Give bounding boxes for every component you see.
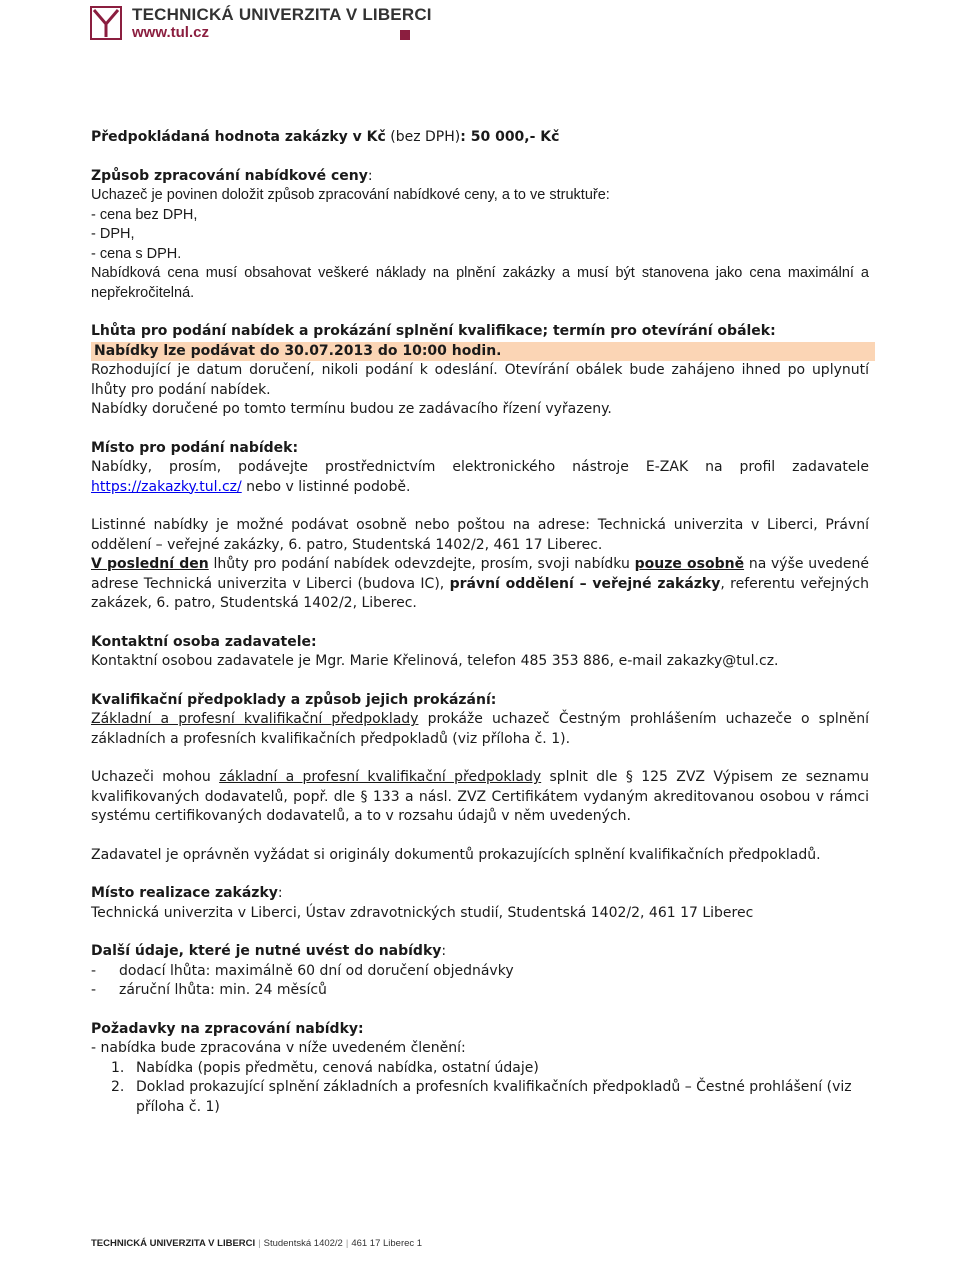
location-heading-line <box>91 884 869 904</box>
last-day-instructions <box>91 555 869 614</box>
list-item <box>91 962 869 982</box>
qualification-p1-underlined: Základní a profesní kvalifikační předpoklady <box>91 711 419 727</box>
pricing-note: Nabídková cena musí obsahovat veškeré náklady na plnění zakázky a musí být stanovena jako cena maximální a nepřekročitelná. <box>91 265 869 301</box>
paper-submission: Listinné nabídky je možné podávat osobně nebo poštou na adrese: Technická univerzita v Liberci, Právní oddělení – veřejné zakázky, 6. patro, Studentská 1402/2, 461 17 Liberec. <box>91 517 869 553</box>
price-line <box>91 128 869 148</box>
location-heading: Místo realizace zakázky <box>91 885 278 901</box>
qualification-p2-underlined: základní a profesní kvalifikační předpoklady <box>219 769 542 785</box>
qualification-p3: Zadavatel je oprávněn vyžádat si originály dokumentů prokazujících splnění kvalifikačních předpokladů. <box>91 846 821 863</box>
list-item <box>91 981 869 1001</box>
deadline-late: Nabídky doručené po tomto termínu budou ze zadávacího řízení vyřazeny. <box>91 401 612 417</box>
deadline-highlight: Nabídky lze podávat do 30.07.2013 do 10:00 hodin. <box>91 342 875 362</box>
pricing-heading-line <box>91 167 869 187</box>
last-day-mid2: na výše uvedené adrese Technická univerzita v Liberci (budova IC), <box>91 556 869 592</box>
website-url[interactable]: www.tul.cz <box>132 24 209 41</box>
location-heading-colon: : <box>277 885 283 901</box>
additional-heading-line <box>91 942 869 962</box>
requirements-heading: Požadavky na zpracování nabídky: <box>91 1020 364 1037</box>
contact-heading: Kontaktní osoba zadavatele: <box>91 633 317 650</box>
header <box>90 4 432 41</box>
last-day-strong: V poslední den <box>91 556 209 572</box>
pricing-item: - cena bez DPH, <box>91 206 198 223</box>
last-day-dept: právní oddělení – veřejné zakázky <box>449 575 721 592</box>
footer-city: 461 17 Liberec 1 <box>351 1238 423 1249</box>
footer-separator: | <box>258 1238 261 1249</box>
brand-square <box>400 30 410 40</box>
list-item-text: Doklad prokazující splnění základních a profesních kvalifikačních předpokladů – Čestné prohlášení (viz příloha č. 1) <box>136 1079 852 1115</box>
requirements-intro: - nabídka bude zpracována v níže uvedeném členění: <box>91 1040 466 1056</box>
contact-text: Kontaktní osobou zadavatele je Mgr. Marie Křelinová, telefon 485 353 886, e-mail zakazky@tul.cz. <box>91 653 779 669</box>
last-day-only: pouze osobně <box>634 556 745 572</box>
submission-text-before: Nabídky, prosím, podávejte prostřednictvím elektronického nástroje E-ZAK na profil zadavatele <box>91 459 869 475</box>
qualification-p2 <box>91 768 869 827</box>
pricing-item: - DPH, <box>91 226 135 242</box>
qualification-p1-rest: prokáže uchazeč Čestným prohlášením uchazeče o splnění základních a profesních kvalifikačních předpokladů (viz příloha č. 1). <box>91 711 869 747</box>
list-item <box>91 1059 869 1079</box>
pricing-intro: Uchazeč je povinen doložit způsob zpracování nabídkové ceny, a to ve struktuře: <box>91 187 610 203</box>
tul-logo-icon <box>90 6 122 40</box>
ezak-link[interactable]: https://zakazky.tul.cz/ <box>91 478 242 495</box>
list-item <box>91 1078 869 1117</box>
deadline-heading: Lhůta pro podání nabídek a prokázání splnění kvalifikace; termín pro otevírání obálek: <box>91 323 776 339</box>
document-body <box>91 128 869 1117</box>
additional-list <box>91 962 869 1001</box>
submission-text <box>91 458 869 497</box>
list-item-text: Nabídka (popis předmětu, cenová nabídka, ostatní údaje) <box>136 1059 539 1076</box>
list-item-text: záruční lhůta: min. 24 měsíců <box>119 982 327 998</box>
price-note: (bez DPH) <box>385 129 461 145</box>
footer-brand: TECHNICKÁ UNIVERZITA V LIBERCI <box>91 1238 256 1249</box>
qualification-heading: Kvalifikační předpoklady a způsob jejich prokázání: <box>91 691 497 708</box>
list-item-text: dodací lhůta: maximálně 60 dní od doručení objednávky <box>119 962 514 979</box>
additional-heading-colon: : <box>441 943 447 959</box>
price-value: : 50 000,- Kč <box>460 129 560 145</box>
list-dash: - <box>91 982 97 998</box>
pricing-heading: Způsob zpracování nabídkové ceny <box>91 167 368 184</box>
pricing-item: - cena s DPH. <box>91 245 182 262</box>
footer-separator: | <box>345 1238 349 1249</box>
university-name: TECHNICKÁ UNIVERZITA V LIBERCI <box>132 5 432 24</box>
list-number: 1. <box>111 1059 125 1076</box>
pricing-heading-colon: : <box>367 167 373 184</box>
list-dash: - <box>91 962 97 979</box>
footer <box>91 1238 422 1249</box>
qualification-p2-start: Uchazeči mohou <box>91 769 220 785</box>
submission-heading: Místo pro podání nabídek: <box>91 439 299 456</box>
location-text: Technická univerzita v Liberci, Ústav zdravotnických studií, Studentská 1402/2, 461 17 Liberec <box>91 904 754 921</box>
price-label: Předpokládaná hodnota zakázky v Kč <box>91 129 386 145</box>
last-day-end: , referentu veřejných zakázek, 6. patro, Studentská 1402/2, Liberec. <box>91 575 869 611</box>
qualification-p2-rest: splnit dle § 125 ZVZ Výpisem ze seznamu kvalifikovaných dodavatelů, popř. dle § 133 a násl. ZVZ Certifikátem vydaným akreditovanou osobou v rámci systému certifikovaných dodavatelů, a to v rozsahu údajů v něm uvedených. <box>91 769 869 824</box>
footer-street: Studentská 1402/2 <box>263 1238 343 1249</box>
list-number: 2. <box>111 1079 125 1095</box>
requirements-list <box>91 1059 869 1118</box>
qualification-p1 <box>91 710 869 749</box>
additional-heading: Další údaje, které je nutné uvést do nabídky <box>91 943 442 959</box>
deadline-rule: Rozhodující je datum doručení, nikoli podání k odeslání. Otevírání obálek bude zahájeno ihned po uplynutí lhůty pro podání nabídek. <box>91 362 869 398</box>
submission-text-after: nebo v listinné podobě. <box>241 478 411 495</box>
last-day-mid: lhůty pro podání nabídek odevzdejte, prosím, svoji nabídku <box>208 556 635 572</box>
